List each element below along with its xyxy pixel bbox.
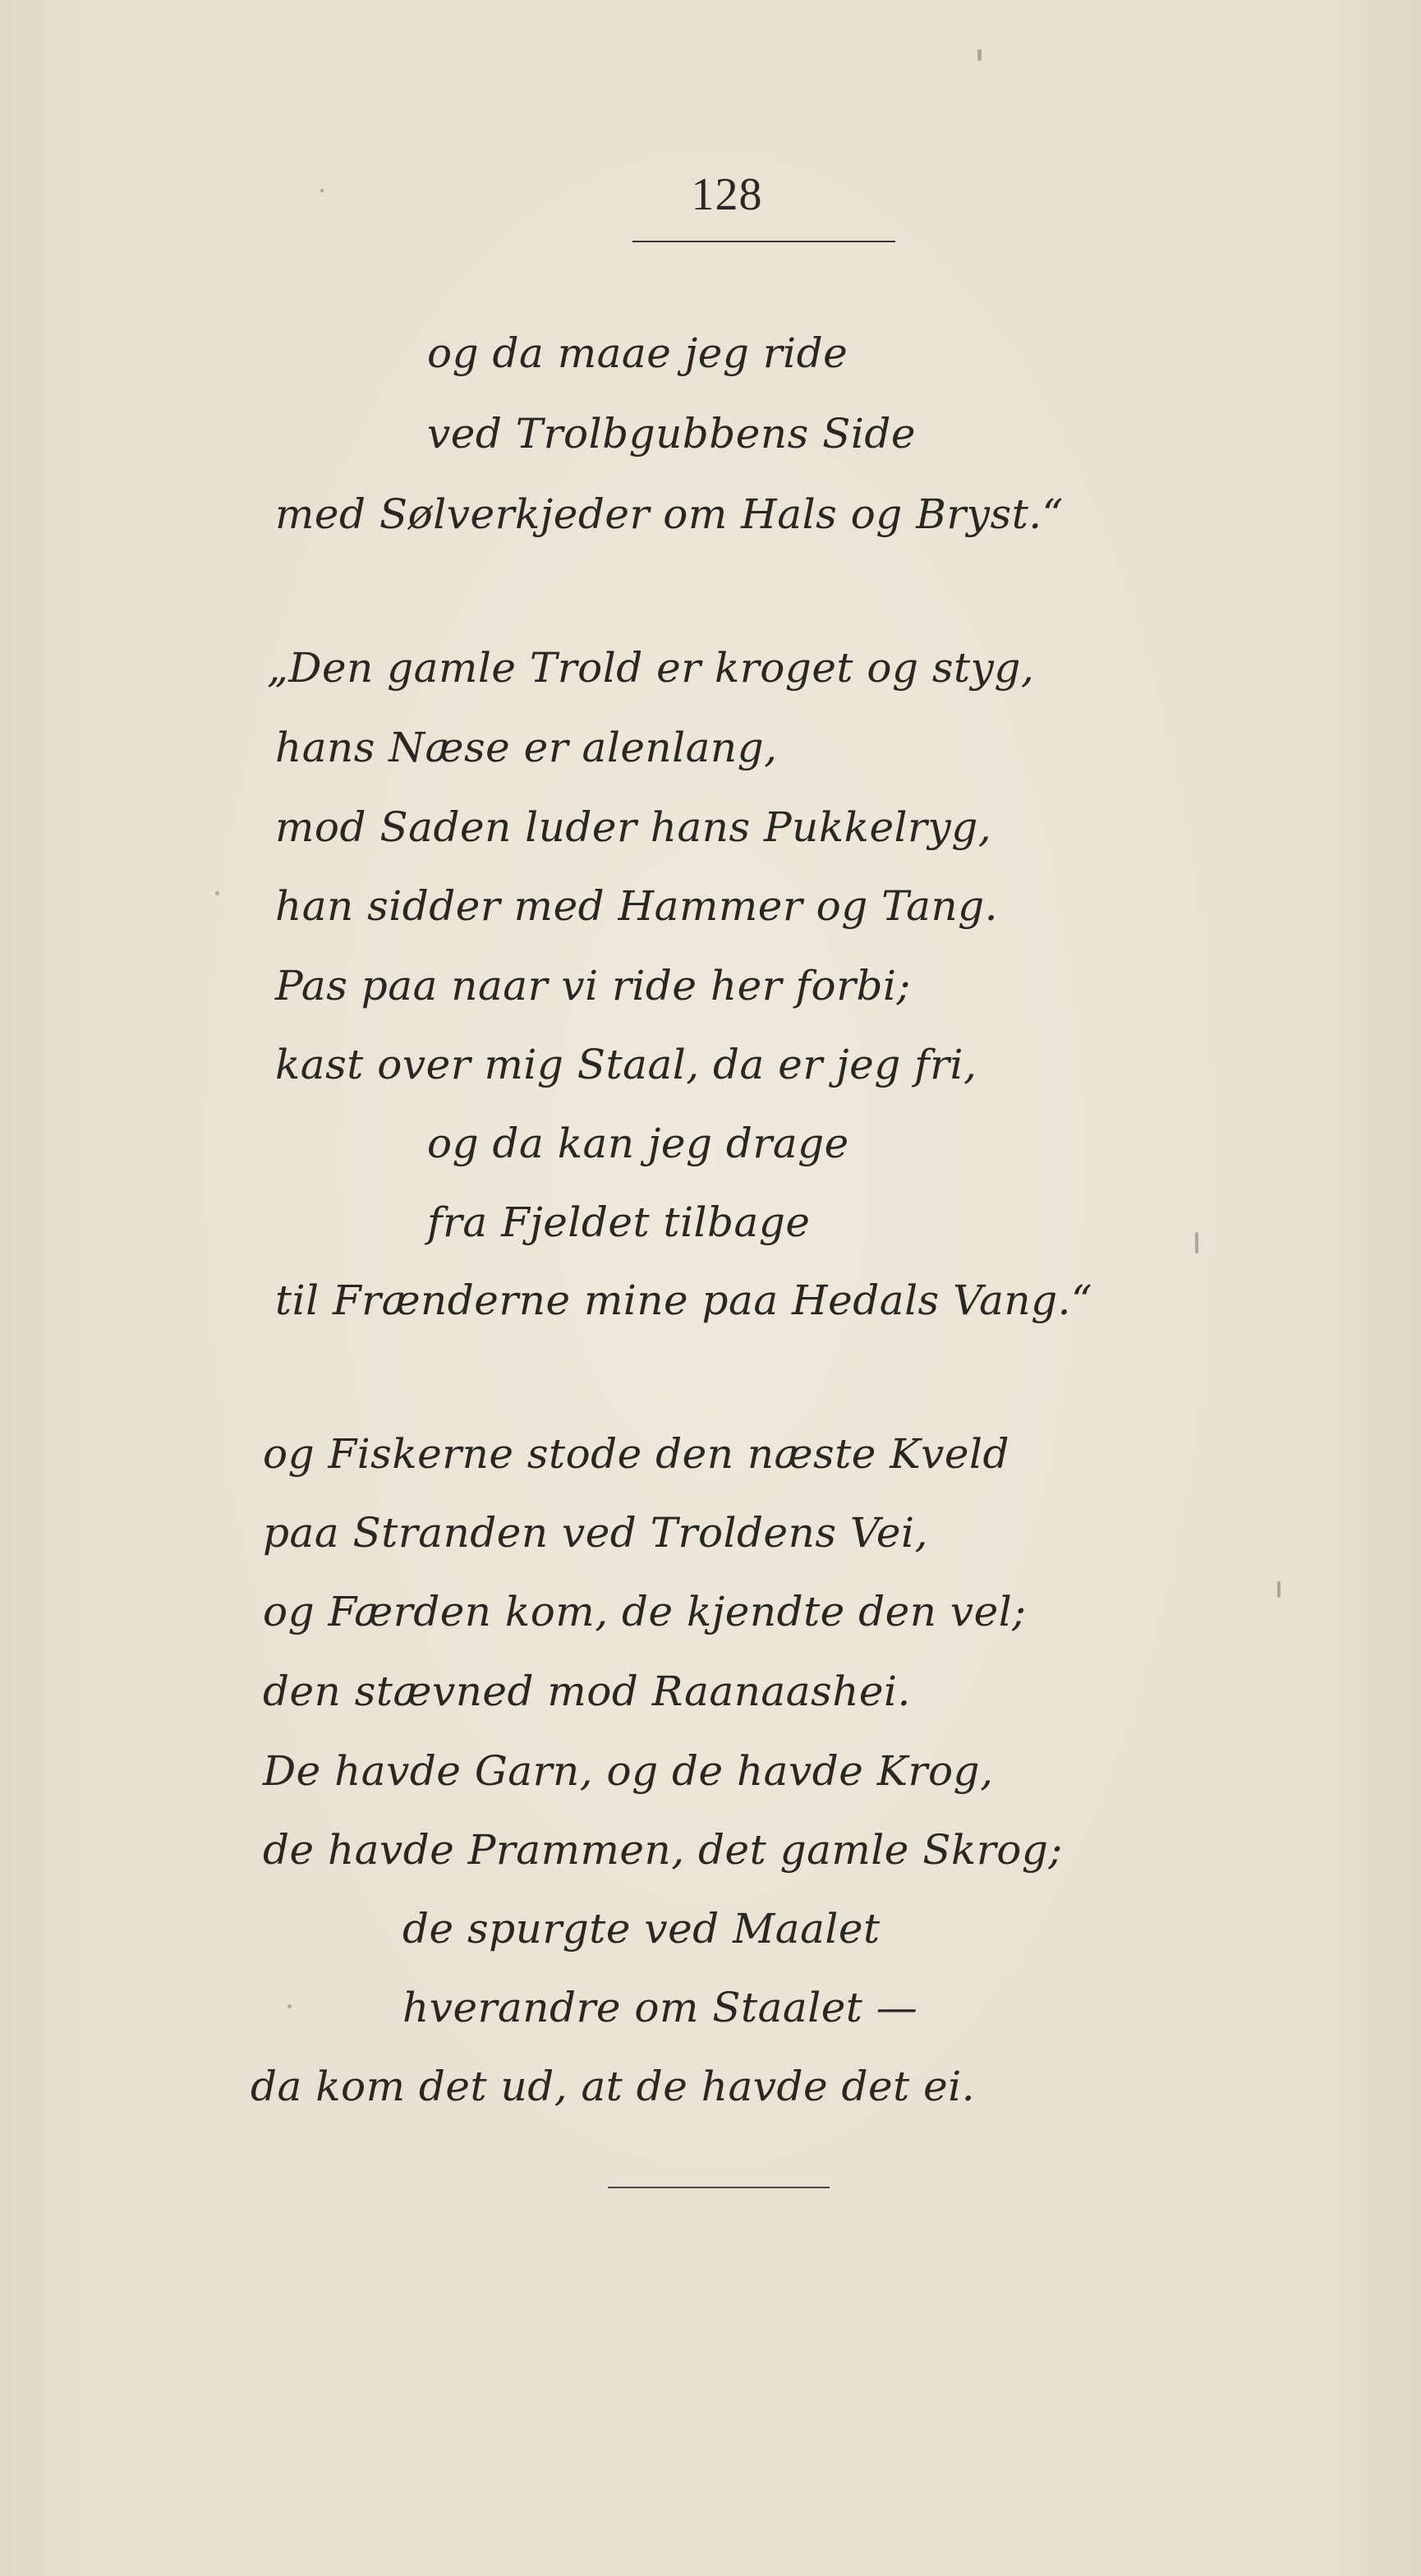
footer-rule	[608, 2187, 830, 2188]
paper-speck	[287, 2004, 292, 2008]
verse-line: fra Fjeldet tilbage	[427, 1198, 811, 1246]
verse-line: paa Stranden ved Troldens Vei,	[263, 1509, 928, 1557]
verse-line: da kom det ud, at de havde det ei.	[251, 2063, 976, 2110]
verse-line: hans Næse er alenlang,	[275, 724, 778, 771]
verse-line: og Fiskerne stode den næste Kveld	[263, 1430, 1009, 1478]
verse-line: og da maae jeg ride	[427, 329, 848, 377]
page-number: 128	[691, 169, 763, 220]
verse-line: de havde Prammen, det gamle Skrog;	[263, 1826, 1063, 1874]
verse-line: mod Saden luder hans Pukkelryg,	[275, 803, 992, 851]
paper-speck	[977, 49, 982, 61]
verse-line: og Færden kom, de kjendte den vel;	[263, 1588, 1027, 1635]
paper-speck	[1195, 1232, 1198, 1254]
verse-line: og da kan jeg drage	[427, 1120, 849, 1167]
verse-line: med Sølverkjeder om Hals og Bryst.“	[275, 490, 1064, 538]
paper-speck	[320, 189, 324, 192]
verse-line: han sidder med Hammer og Tang.	[275, 882, 999, 930]
verse-line: Pas paa naar vi ride her forbi;	[275, 962, 911, 1010]
header-rule	[632, 241, 895, 242]
verse-line: „Den gamle Trold er kroget og styg,	[267, 644, 1035, 692]
verse-line: hverandre om Staalet —	[402, 1984, 918, 2031]
verse-line: til Frænderne mine paa Hedals Vang.“	[275, 1276, 1093, 1324]
verse-line: ved Trolbgubbens Side	[427, 410, 916, 458]
verse-line: den stævned mod Raanaashei.	[263, 1668, 911, 1715]
paper-speck	[215, 891, 219, 895]
verse-line: kast over mig Staal, da er jeg fri,	[275, 1041, 977, 1088]
paper-speck	[1277, 1581, 1281, 1598]
verse-line: de spurgte ved Maalet	[402, 1905, 881, 1953]
verse-line: De havde Garn, og de havde Krog,	[263, 1747, 994, 1795]
